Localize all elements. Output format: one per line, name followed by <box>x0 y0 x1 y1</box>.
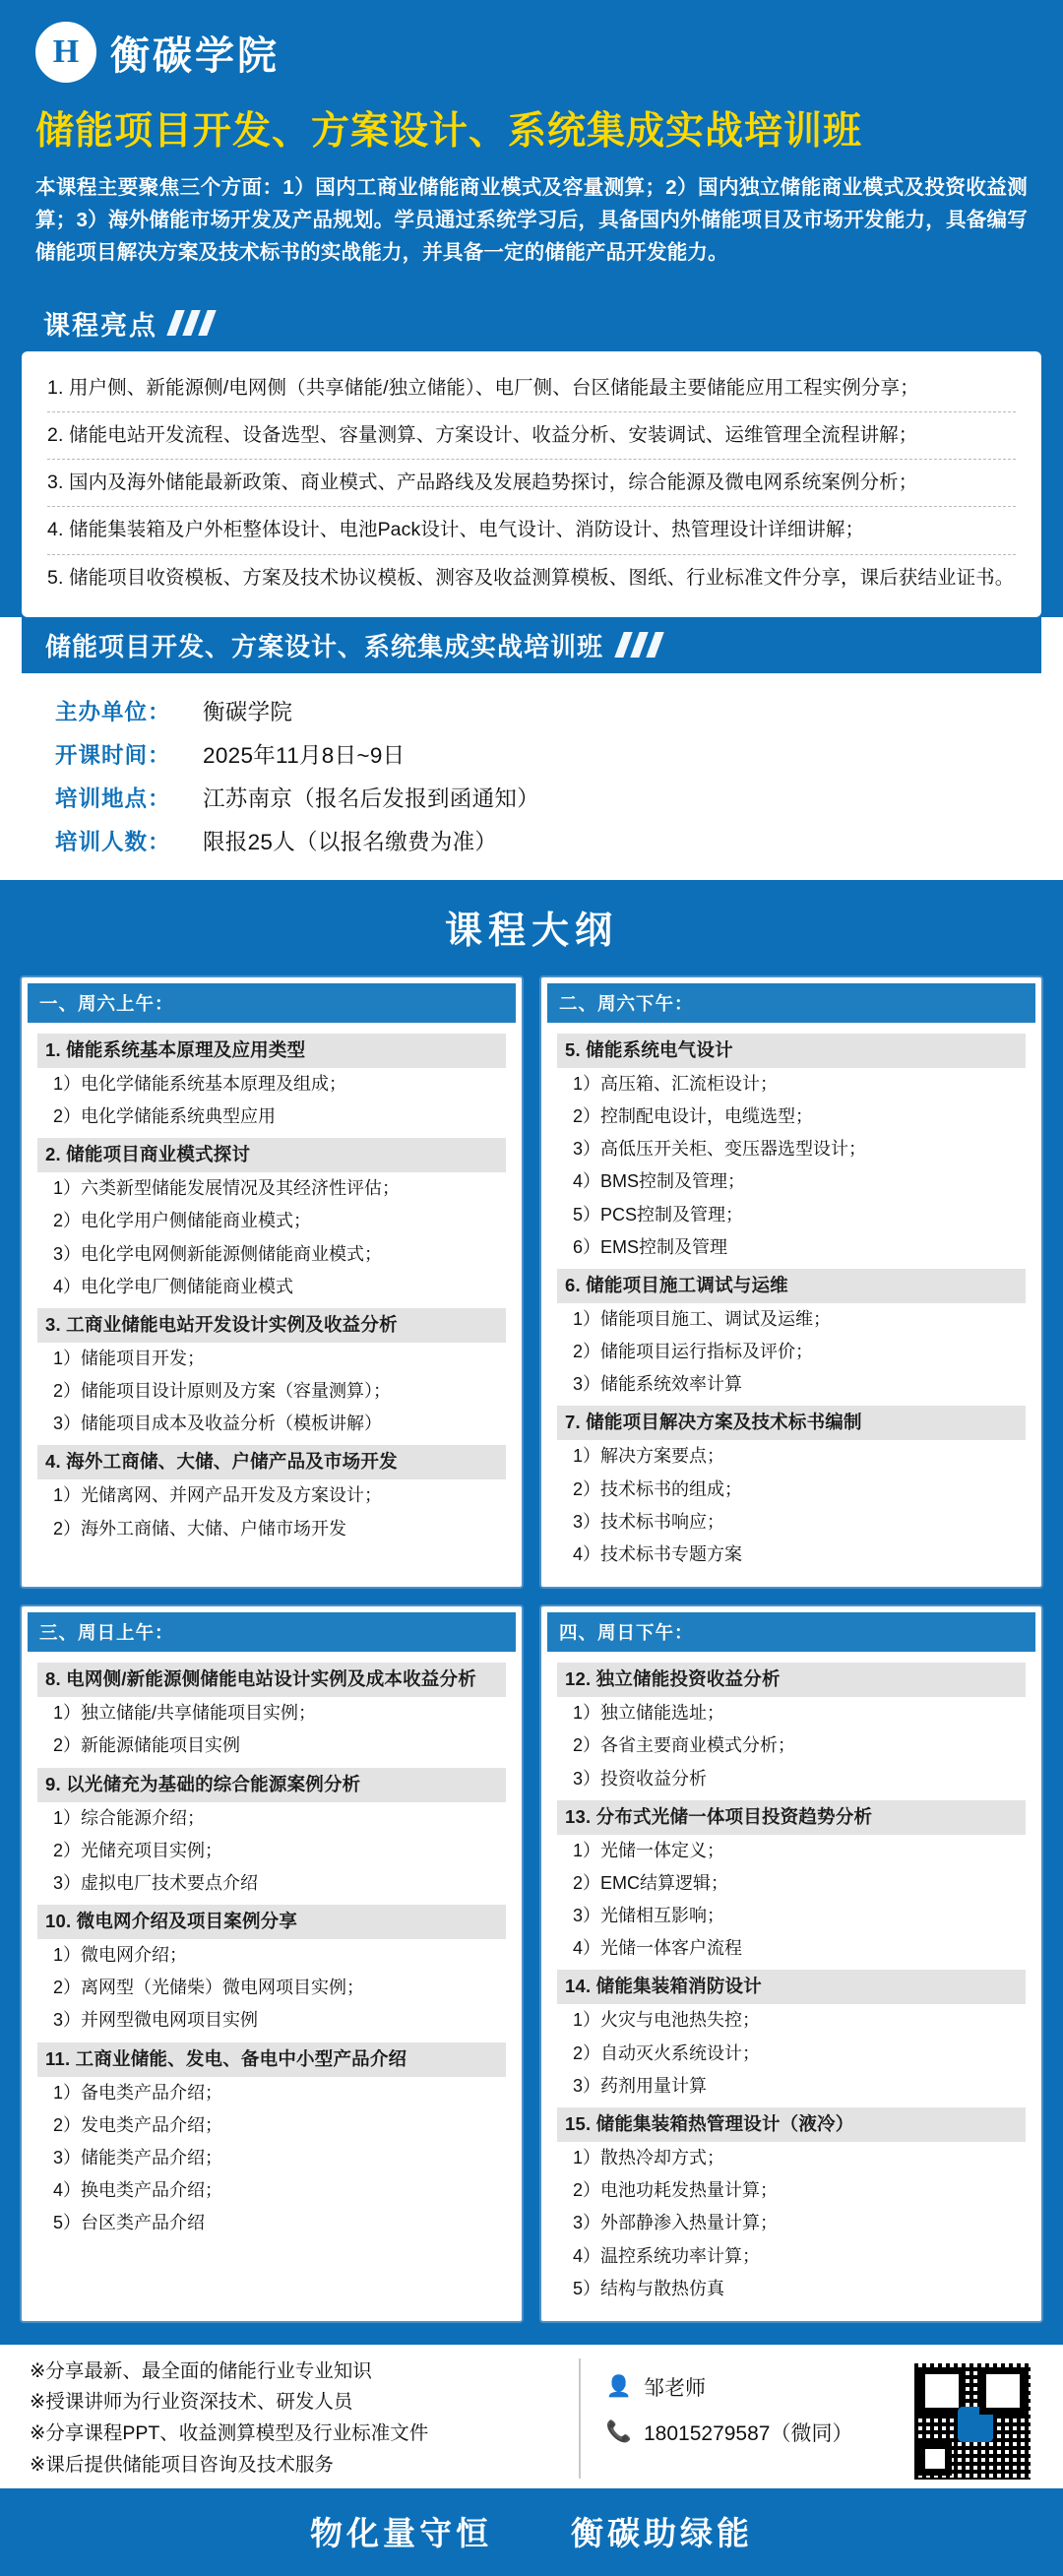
outline-group-title: 15. 储能集装箱热管理设计（液冷） <box>557 2107 1026 2142</box>
footer-slogan-right: 衡碳助绿能 <box>571 2514 753 2551</box>
outline-group-title: 11. 工商业储能、发电、备电中小型产品介绍 <box>37 2042 506 2077</box>
outline-group-title: 8. 电网侧/新能源侧储能电站设计实例及成本收益分析 <box>37 1663 506 1697</box>
info-row <box>55 689 1008 732</box>
list-item: 5. 储能项目收资模板、方案及技术协议模板、测容及收益测算模板、图纸、行业标准文件分享，课后获结业证书。 <box>47 566 1015 589</box>
outline-section <box>0 975 1063 2345</box>
outline-item: 3）并网型微电网项目实例 <box>53 2010 259 2031</box>
page-title: 储能项目开发、方案设计、系统集成实战培训班 <box>35 110 863 153</box>
info-label: 开课时间： <box>55 742 171 768</box>
course-info-title: 储能项目开发、方案设计、系统集成实战培训班 <box>45 631 604 661</box>
header-section <box>0 0 1063 295</box>
outline-column <box>539 975 1043 1589</box>
outline-item: 2）电化学储能系统典型应用 <box>53 1106 277 1127</box>
outline-item: 3）储能系统效率计算 <box>573 1374 743 1395</box>
outline-group-title: 5. 储能系统电气设计 <box>557 1034 1026 1068</box>
outline-group-title: 1. 储能系统基本原理及应用类型 <box>37 1034 506 1068</box>
brand-logo <box>35 22 1028 83</box>
outline-item: 1）储能项目开发； <box>53 1348 206 1368</box>
outline-item: 2）技术标书的组成； <box>573 1478 743 1499</box>
outline-item: 1）独立储能选址； <box>573 1703 725 1724</box>
outline-item: 1）光储一体定义； <box>573 1840 725 1860</box>
outline-title-bar <box>0 880 1063 975</box>
note-item: ※授课讲师为行业资深技术、研发人员 <box>30 2391 353 2414</box>
outline-item: 2）EMC结算逻辑； <box>573 1872 729 1893</box>
brand-name: 衡碳学院 <box>110 31 280 79</box>
outline-column <box>20 1604 524 2323</box>
bottom-section <box>0 2345 1063 2488</box>
outline-group-title: 14. 储能集装箱消防设计 <box>557 1970 1026 2004</box>
outline-item: 2）离网型（光储柴）微电网项目实例； <box>53 1978 365 1998</box>
outline-group-title: 13. 分布式光储一体项目投资趋势分析 <box>557 1800 1026 1835</box>
list-item: 2. 储能电站开发流程、设备选型、容量测算、方案设计、收益分析、安装调试、运维管理全流程讲解； <box>47 412 1016 460</box>
outline-column <box>539 1604 1043 2323</box>
note-item: ※分享最新、最全面的储能行业专业知识 <box>30 2359 372 2382</box>
contact-phone-number: 18015279587（微同） <box>644 2421 853 2445</box>
qr-code-icon[interactable] <box>911 2360 1033 2482</box>
outline-item: 3）虚拟电厂技术要点介绍 <box>53 1872 259 1893</box>
info-value: 江苏南京（报名后发报到函通知） <box>203 785 540 811</box>
course-intro: 本课程主要聚焦三个方面：1）国内工商业储能商业模式及容量测算；2）国内独立储能商业模式及投资收益测算；3）海外储能市场开发及产品规划。学员通过系统学习后，具备国内外储能项目及市场开发能力，具备编写储能项目解决方案及技术标书的实战能力，并具备一定的储能产品开发能力。 <box>35 176 1028 265</box>
outline-item: 2）电化学用户侧储能商业模式； <box>53 1211 312 1231</box>
qr-finder-bottom-left <box>918 2442 952 2476</box>
outline-item: 3）外部静渗入热量计算； <box>573 2213 779 2233</box>
outline-group-title: 3. 工商业储能电站开发设计实例及收益分析 <box>37 1308 506 1343</box>
outline-item: 1）独立储能/共享储能项目实例； <box>53 1703 317 1724</box>
outline-item: 4）技术标书专题方案 <box>573 1544 743 1565</box>
outline-column-header: 三、周日上午： <box>28 1612 516 1652</box>
footer-slogan-left: 物化量守恒 <box>310 2514 492 2551</box>
note-item: ※分享课程PPT、收益测算模型及行业标准文件 <box>30 2422 429 2445</box>
info-label: 培训地点： <box>55 785 171 811</box>
outline-group-title: 9. 以光储充为基础的综合能源案例分析 <box>37 1768 506 1802</box>
highlights-panel <box>22 351 1041 617</box>
highlights-header <box>22 295 1041 351</box>
outline-item: 2）新能源储能项目实例 <box>53 1735 241 1756</box>
info-value: 衡碳学院 <box>203 699 293 724</box>
course-info-header <box>22 617 1041 673</box>
highlights-section <box>0 295 1063 617</box>
outline-column-body <box>547 1652 1035 2315</box>
contact-phone-row[interactable] <box>606 2410 902 2455</box>
outline-item: 2）各省主要商业模式分析； <box>573 1735 796 1756</box>
list-item: 1. 用户侧、新能源侧/电网侧（共享储能/独立储能）、电厂侧、台区储能最主要储能应用工程实例分享； <box>47 365 1016 412</box>
outline-group-title: 2. 储能项目商业模式探讨 <box>37 1138 506 1172</box>
outline-column <box>20 975 524 1589</box>
outline-item: 5）PCS控制及管理； <box>573 1204 744 1225</box>
slash-decoration-icon <box>619 632 659 658</box>
info-row <box>55 776 1008 819</box>
outline-item: 3）投资收益分析 <box>573 1768 708 1789</box>
note-item: ※课后提供储能项目咨询及技术服务 <box>30 2453 334 2476</box>
outline-column-body <box>28 1023 516 1555</box>
outline-item: 4）换电类产品介绍； <box>53 2180 223 2201</box>
outline-group-title: 12. 独立储能投资收益分析 <box>557 1663 1026 1697</box>
outline-item: 3）高低压开关柜、变压器选型设计； <box>573 1139 867 1160</box>
qr-center-logo <box>958 2407 993 2442</box>
outline-item: 2）自动灭火系统设计； <box>573 2042 761 2063</box>
outline-item: 4）电化学电厂侧储能商业模式 <box>53 1276 294 1296</box>
outline-column-header: 四、周日下午： <box>547 1612 1035 1652</box>
outline-item: 2）光储充项目实例； <box>53 1840 223 1860</box>
outline-item: 5）结构与散热仿真 <box>573 2278 725 2298</box>
outline-column-header: 二、周六下午： <box>547 983 1035 1023</box>
outline-item: 2）控制配电设计，电缆选型； <box>573 1106 814 1127</box>
outline-group-title: 7. 储能项目解决方案及技术标书编制 <box>557 1406 1026 1440</box>
outline-item: 1）备电类产品介绍； <box>53 2082 223 2103</box>
outline-column-body <box>547 1023 1035 1581</box>
outline-item: 3）储能项目成本及收益分析（模板讲解） <box>53 1414 383 1434</box>
outline-item: 1）解决方案要点； <box>573 1446 725 1467</box>
info-label: 培训人数： <box>55 829 171 854</box>
outline-item: 5）台区类产品介绍 <box>53 2213 206 2233</box>
outline-column-header: 一、周六上午： <box>28 983 516 1023</box>
notes-list <box>30 2355 563 2481</box>
highlights-list <box>22 351 1041 617</box>
contact-block <box>606 2355 902 2455</box>
outline-title: 课程大纲 <box>444 910 618 952</box>
list-item: 4. 储能集装箱及户外柜整体设计、电池Pack设计、电气设计、消防设计、热管理设计详细讲解； <box>47 507 1016 554</box>
outline-item: 1）散热冷却方式； <box>573 2147 725 2168</box>
outline-item: 2）储能项目运行指标及评价； <box>573 1342 814 1362</box>
outline-item: 3）技术标书响应； <box>573 1511 725 1532</box>
outline-item: 3）药剂用量计算 <box>573 2075 708 2096</box>
highlights-title: 课程亮点 <box>43 310 157 341</box>
info-value: 限报25人（以报名缴费为准） <box>203 829 498 854</box>
list-item: 3. 国内及海外储能最新政策、商业模式、产品路线及发展趋势探讨，综合能源及微电网系统案例分析； <box>47 460 1016 507</box>
info-label: 主办单位： <box>55 699 171 724</box>
outline-item: 1）微电网介绍； <box>53 1945 188 1966</box>
outline-item: 1）高压箱、汇流柜设计； <box>573 1073 779 1094</box>
outline-group-title: 10. 微电网介绍及项目案例分享 <box>37 1905 506 1939</box>
info-row <box>55 819 1008 862</box>
outline-item: 2）发电类产品介绍； <box>53 2114 223 2135</box>
outline-item: 1）电化学储能系统基本原理及组成； <box>53 1073 347 1094</box>
outline-item: 1）储能项目施工、调试及运维； <box>573 1308 832 1329</box>
outline-grid <box>20 975 1043 2323</box>
outline-item: 1）六类新型储能发展情况及其经济性评估； <box>53 1178 401 1199</box>
outline-item: 1）火灾与电池热失控； <box>573 2010 761 2031</box>
slash-decoration-icon <box>171 310 212 336</box>
outline-group-title: 4. 海外工商储、大储、户储产品及市场开发 <box>37 1445 506 1479</box>
outline-item: 4）温控系统功率计算； <box>573 2245 761 2266</box>
contact-person-row <box>606 2364 902 2410</box>
contact-person-name: 邹老师 <box>644 2376 706 2400</box>
outline-item: 3）光储相互影响； <box>573 1906 725 1926</box>
outline-item: 1）综合能源介绍； <box>53 1807 206 1828</box>
outline-group-title: 6. 储能项目施工调试与运维 <box>557 1269 1026 1303</box>
outline-item: 2）储能项目设计原则及方案（容量测算）； <box>53 1381 392 1402</box>
vertical-divider <box>579 2358 581 2479</box>
outline-item: 2）海外工商储、大储、户储市场开发 <box>53 1518 347 1539</box>
outline-item: 4）光储一体客户流程 <box>573 1938 743 1959</box>
phone-icon: 📞 <box>605 2419 633 2443</box>
info-row <box>55 732 1008 776</box>
outline-item: 6）EMS控制及管理 <box>573 1236 728 1257</box>
footer-bar <box>0 2488 1063 2576</box>
outline-item: 4）BMS控制及管理； <box>573 1171 746 1192</box>
outline-item: 1）光储离网、并网产品开发及方案设计； <box>53 1485 383 1506</box>
outline-item: 3）电化学电网侧新能源侧储能商业模式； <box>53 1243 383 1264</box>
course-info-body <box>22 673 1041 880</box>
logo-mark-icon: H <box>35 22 96 83</box>
outline-column-body <box>28 1652 516 2249</box>
person-icon: 👤 <box>605 2374 633 2398</box>
outline-item: 3）储能类产品介绍； <box>53 2147 223 2168</box>
outline-item: 2）电池功耗发热量计算； <box>573 2180 779 2201</box>
info-value: 2025年11月8日~9日 <box>203 742 406 768</box>
